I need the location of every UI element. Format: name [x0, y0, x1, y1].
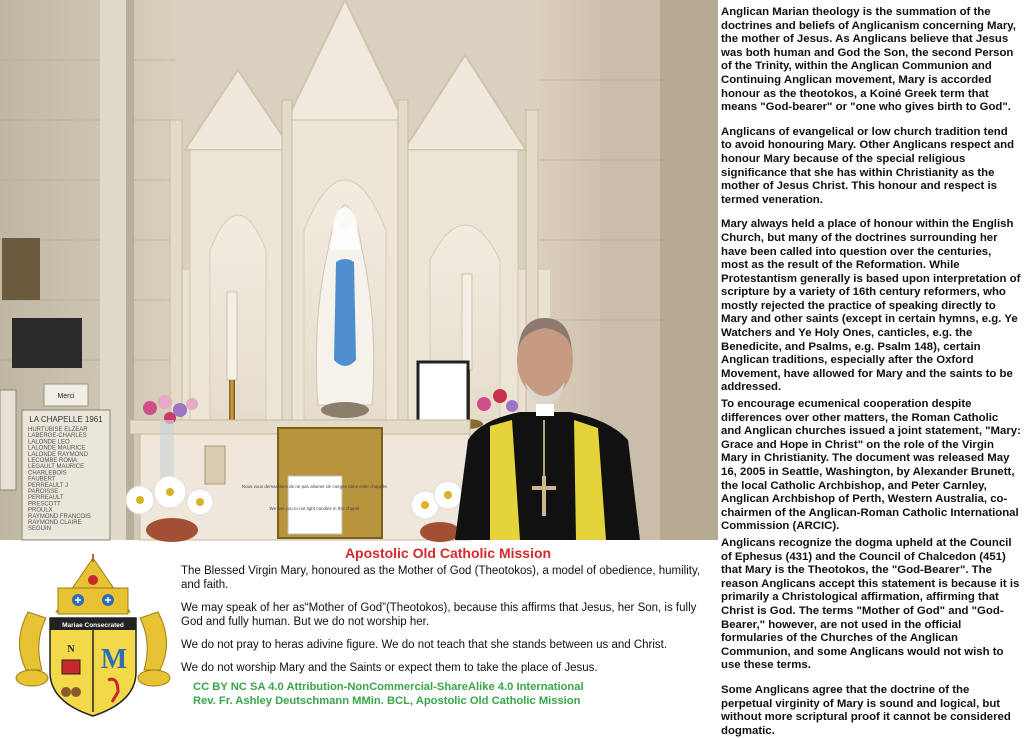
donor-name: PROULX [28, 507, 53, 514]
mission-title: Apostolic Old Catholic Mission [344, 545, 552, 561]
donor-name: LABERGE-CHARLES [28, 433, 87, 440]
paragraph-theotokos-dogma: Anglicans recognize the dogma upheld at the Council of Ephesus (431) and the Council of Chalcedon (451) that Mary is the Theotokos, the "God-Bearer". The reason Anglicans accept this statement is because it is primarily a Christological affirmation, affirming that Christ is God. The terms "Mother of God" and "God-Bearer," however, are not used in the official formularies of the Churches of the Anglican Communion, and some Anglicans would not wish to use these terms. [721, 536, 1020, 672]
credit-line: Rev. Fr. Ashley Deutschmann MMin. BCL, Apostolic Old Catholic Mission [193, 694, 581, 707]
donor-name: LEGAULT MAURICE [28, 464, 85, 471]
paragraph-ecumenical-statement: To encourage ecumenical cooperation despite differences over other matters, the Roman Catholic and Anglican churches issued a joint statement, "Mary: Grace and Hope in Christ" on the role of the Virgin Mary in Christianity. The document was released May 16, 2005 in Seattle, Washington, by Alexander Brunett, the local Catholic Archbishop, and Peter Carnley, Anglican Archbishop of Perth, Western Australia, co-chairmen of the Anglican-Roman Catholic International Commission (ARCIC). [721, 398, 1021, 533]
donor-name: SEGUIN [28, 526, 52, 533]
black-plaque [12, 318, 82, 368]
donor-name: PERREAULT J [28, 482, 69, 489]
small-statue [205, 446, 225, 484]
statement-mother-of-god: We may speak of her as“Mother of God”(Theotokos), because this affirms that Jesus, her Son, is fully God and fully human. But we do not worship her. [181, 602, 697, 628]
wooden-plaque [2, 238, 40, 300]
crest-letter-m: M [100, 644, 128, 675]
crest-shield-icon [50, 618, 136, 716]
donor-name: PAROISSE [28, 489, 59, 495]
paragraph-perpetual-virginity: Some Anglicans agree that the doctrine of the perpetual virginity of Mary is sound and logical, but without more scriptural proof it cannot be considered dogmatic. [721, 683, 1011, 737]
statement-not-worship: We do not worship Mary and the Saints or expect them to take the place of Jesus. [181, 662, 598, 674]
sign-text-en: We ask you to not light candles in this chapel. [269, 506, 361, 511]
donor-name: PERREAULT [28, 495, 64, 502]
mitre-icon [56, 554, 130, 614]
chapelle-title: LA CHAPELLE 1961 [29, 415, 103, 424]
framed-document [418, 362, 468, 428]
license-line: CC BY NC SA 4.0 Attribution-NonCommercial-ShareAlike 4.0 International [193, 681, 584, 693]
donor-name: LALONDE RAYMOND [28, 451, 88, 458]
donor-name: RAYMOND FRANCOIS [28, 513, 91, 520]
sign-text-fr: Nous vous demandons de ne pas allumer de cierges dans cette chapelle. [241, 484, 389, 489]
statement-not-divine: We do not pray to heras adivine figure. We do not teach that she stands between us and Christ. [181, 639, 668, 651]
right-text-column [721, 6, 1021, 737]
paragraph-evangelical-tradition: Anglicans of evangelical or low church tradition tend to avoid honouring Mary. Other Anglicans respect and honour Mary because of the special religious significance that she has within Christianity as the mother of Jesus Christ. This honour and respect is termed veneration. [721, 125, 1015, 206]
paragraph-marian-theology: Anglican Marian theology is the summation of the doctrines and beliefs of Anglicanism concerning Mary, the mother of Jesus. As Anglicans believe that Jesus was both human and God the Son, the second Person of the Trinity, within the Anglican Communion and Continuing Anglican movement, Mary is accorded honour as the theotokos, a Koiné Greek term that means "God-bearer" or "one who gives birth to God". [721, 6, 1016, 114]
donor-name: HURTUBISE ELZEAR [28, 427, 88, 433]
donor-name: FAUBERT [28, 476, 56, 483]
donor-name: CHARLEBOIS [28, 470, 67, 477]
crest-letter-n: N [67, 644, 75, 655]
mission-crest [8, 552, 178, 720]
donor-name: LECOMBE ROMA [28, 458, 78, 464]
statement-blessed-virgin: The Blessed Virgin Mary, honoured as the Mother of God (Theotokos), a model of obedience, humility, and faith. [181, 565, 701, 591]
merci-text: Merci [57, 393, 75, 400]
paragraph-english-church: Mary always held a place of honour within the English Church, but many of the doctrines surrounding her have been called into question over the centuries, most as the result of the Reformation. While Protestantism generally is based upon interpretation of scripture by a variety of 16th century reformers, who mostly rejected the practice of speaking directly to Mary and other saints (except in certain hymns, e.g. Ye Watchers and Ye Holy Ones, canticles, e.g. the Benedicite, and Psalms, e.g. Psalm 148), certain Anglican traditions, especially after the Oxford Movement, have allowed for Mary and the saints to be addressed. [721, 218, 1021, 394]
donor-name: RAYMOND CLAIRE [28, 520, 82, 526]
mission-statement [181, 546, 715, 721]
donor-name: LALONDE LEO [28, 439, 70, 446]
donor-name: LALONDE MAURICE [28, 445, 86, 452]
donor-name: PRESCOTT [28, 501, 61, 508]
crest-motto: Mariae Consecrated [62, 622, 124, 629]
